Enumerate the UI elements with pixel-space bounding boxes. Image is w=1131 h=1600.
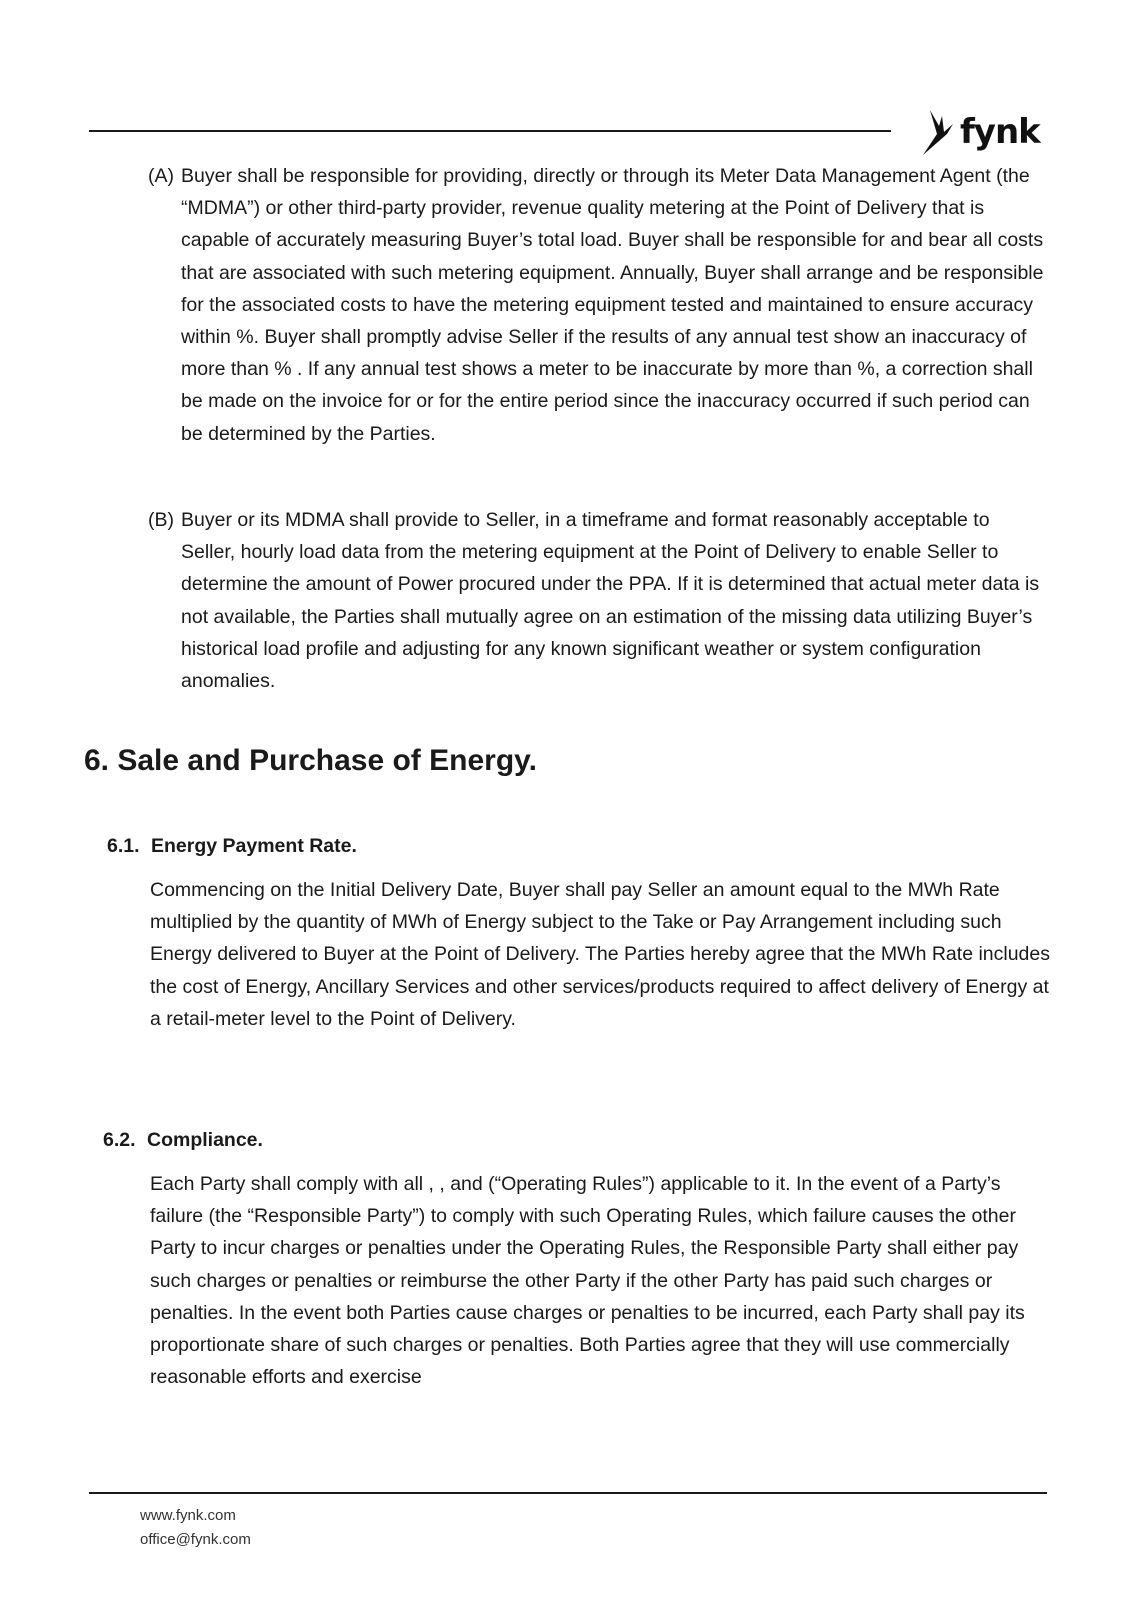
clause-a xyxy=(148,160,1048,450)
logo-wordmark: fynk xyxy=(960,112,1040,152)
compliance-paragraph: Each Party shall comply with all , , and (“Operating Rules”) applicable to it. In the event of a Party’s failure (the “Responsible Party”) to comply with such Operating Rules, which failure causes the other Party to incur charges or penalties under the Operating Rules, the Responsible Party shall either pay such charges or penalties or reimburse the other Party if the other Party has paid such charges or penalties. In the event both Parties cause charges or penalties to be incurred, each Party shall pay its proportionate share of such charges or penalties. Both Parties agree that they will use commercially reasonable efforts and exercise xyxy=(150,1173,1025,1389)
footer xyxy=(140,1504,251,1552)
footer-divider xyxy=(89,1492,1047,1494)
website-link[interactable]: www.fynk.com xyxy=(140,1507,236,1524)
subsection-heading-6-2 xyxy=(103,1127,263,1153)
fynk-logo xyxy=(920,106,1040,158)
subsection-title: Energy Payment Rate. xyxy=(151,835,357,857)
subsection-title: Compliance. xyxy=(147,1129,263,1151)
email-link[interactable]: office@fynk.com xyxy=(140,1531,251,1548)
clause-a-text: Buyer shall be responsible for providing, directly or through its Meter Data Management Agent (the “MDMA”) or other third-party provider, revenue quality metering at the Point of Delivery that is capable of accurately measuring Buyer’s total load. Buyer shall be responsible for and bear all costs that are associated with such metering equipment. Annually, Buyer shall arrange and be responsible for the associated costs to have the metering equipment tested and maintained to ensure accuracy within %. Buyer shall promptly advise Seller if the results of any annual test show an inaccuracy of more than % . If any annual test shows a meter to be inaccurate by more than %, a correction shall be made on the invoice for or for the entire period since the inaccuracy occurred if such period can be determined by the Parties. xyxy=(181,165,1044,445)
energy-payment-rate-paragraph: Commencing on the Initial Delivery Date, Buyer shall pay Seller an amount equal to the MWh Rate multiplied by the quantity of MWh of Energy subject to the Take or Pay Arrangement including such Energy delivered to Buyer at the Point of Delivery. The Parties hereby agree that the MWh Rate includes the cost of Energy, Ancillary Services and other services/products required to affect delivery of Energy at a retail-meter level to the Point of Delivery. xyxy=(150,879,1050,1030)
subsection-heading-6-1 xyxy=(107,833,357,859)
subsection-number: 6.1. xyxy=(107,835,140,857)
header-divider xyxy=(89,130,891,132)
clause-b-text: Buyer or its MDMA shall provide to Seller, in a timeframe and format reasonably acceptable to Seller, hourly load data from the metering equipment at the Point of Delivery to enable Seller to determine the amount of Power procured under the PPA. If it is determined that actual meter data is not available, the Parties shall mutually agree on an estimation of the missing data utilizing Buyer’s historical load profile and adjusting for any known significant weather or system configuration anomalies. xyxy=(181,509,1040,693)
section-heading: 6. Sale and Purchase of Energy. xyxy=(84,744,537,777)
clause-b-marker: (B) xyxy=(148,509,174,531)
subsection-number: 6.2. xyxy=(103,1129,136,1151)
bird-logo-icon xyxy=(920,108,956,156)
clause-b xyxy=(148,504,1048,697)
clause-a-marker: (A) xyxy=(148,165,174,187)
